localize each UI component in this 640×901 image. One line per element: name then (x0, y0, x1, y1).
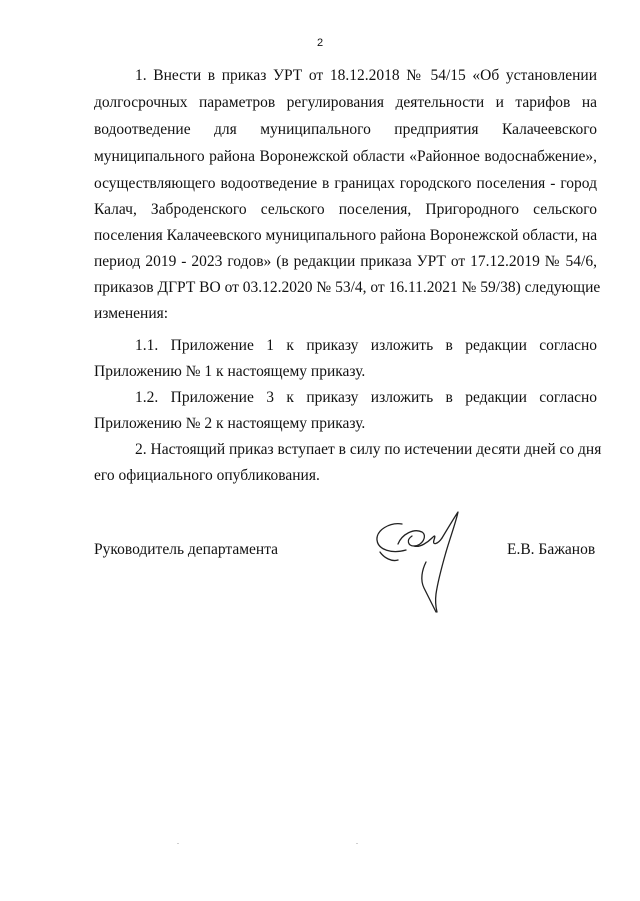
signer-name: Е.В. Бажанов (507, 541, 596, 558)
paragraph-1-line-1: 1. Внести в приказ УРТ от 18.12.2018 № 54/15 «Об установлении (135, 67, 597, 84)
signatory-position: Руководитель департамента (94, 541, 279, 558)
item-1-1-line-2: Приложению № 1 к настоящему приказу. (94, 363, 366, 380)
paragraph-1-line-4: муниципального района Воронежской области «Районное водоснабжение», (94, 148, 597, 165)
paragraph-1-line-6: Калач, Заброденского сельского поселения, Пригородного сельского (94, 201, 597, 218)
paragraph-1-line-9: приказов ДГРТ ВО от 03.12.2020 № 53/4, от 16.11.2021 № 59/38) следующие (94, 279, 601, 296)
paragraph-1-line-7: поселения Калачеевского муниципального района Воронежской области, на (94, 227, 598, 244)
page-number: 2 (316, 37, 324, 49)
paragraph-1-line-10: изменения: (94, 305, 169, 322)
scan-speck (177, 843, 179, 844)
item-1-2-line-1: 1.2. Приложение 3 к приказу изложить в редакции согласно (135, 389, 597, 406)
paragraph-1-line-5: осуществляющего водоотведение в границах городского поселения - город (94, 175, 597, 192)
handwritten-signature (362, 508, 472, 616)
paragraph-1-line-2: долгосрочных параметров регулирования деятельности и тарифов на (94, 94, 597, 111)
paragraph-2-line-2: его официального опубликования. (94, 467, 320, 484)
paragraph-1-line-8: период 2019 - 2023 годов» (в редакции приказа УРТ от 17.12.2019 № 54/6, (94, 253, 597, 270)
paragraph-2-line-1: 2. Настоящий приказ вступает в силу по истечении десяти дней со дня (135, 441, 602, 458)
item-1-2-line-2: Приложению № 2 к настоящему приказу. (94, 415, 366, 432)
paragraph-1-line-3: водоотведение для муниципального предприятия Калачеевского (94, 121, 597, 138)
item-1-1-line-1: 1.1. Приложение 1 к приказу изложить в редакции согласно (135, 337, 597, 354)
scan-speck (356, 843, 358, 844)
